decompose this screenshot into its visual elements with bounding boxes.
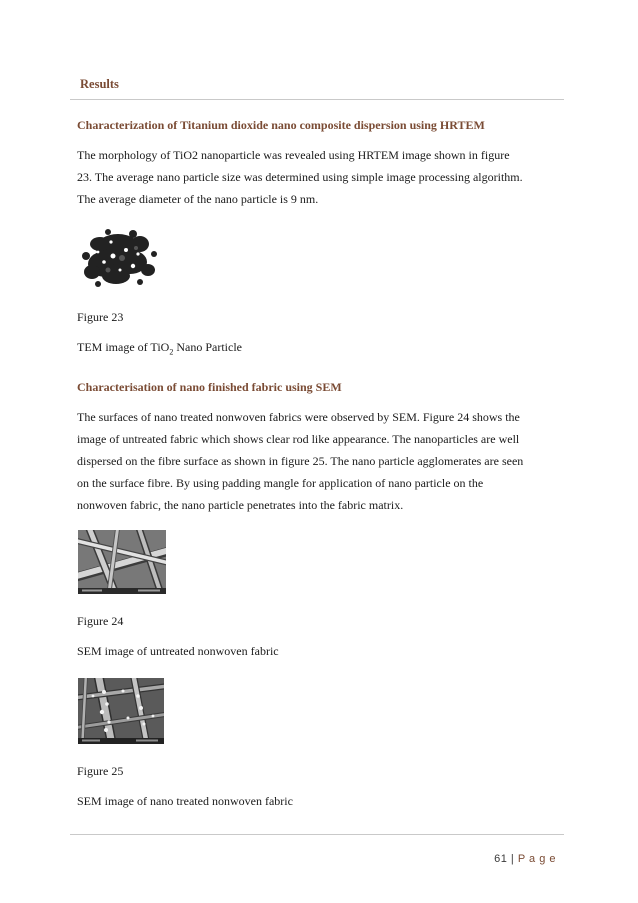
paragraph-line: The surfaces of nano treated nonwoven fabrics were observed by SEM. Figure 24 shows the: [77, 410, 520, 424]
paragraph-line: nonwoven fabric, the nano particle penetrates into the fabric matrix.: [77, 498, 404, 512]
paragraph-line: on the surface fibre. By using padding mangle for application of nano particle on the: [77, 476, 484, 490]
header-rule: [70, 99, 564, 100]
paragraph-sem: [77, 406, 567, 516]
paragraph-line: image of untreated fabric which shows clear rod like appearance. The nanoparticles are well: [77, 432, 520, 446]
figure-24-label: Figure 24: [77, 614, 124, 628]
sem-nano-treated-fabric-image: [78, 678, 164, 744]
paragraph-hrtem: [77, 144, 567, 210]
footer-rule: [70, 834, 564, 835]
paragraph-line: dispersed on the fibre surface as shown in figure 25. The nano particle agglomerates are seen: [77, 454, 524, 468]
paragraph-line: The morphology of TiO2 nanoparticle was revealed using HRTEM image shown in figure: [77, 148, 510, 162]
paragraph-line: 23. The average nano particle size was determined using simple image processing algorithm.: [77, 170, 523, 184]
figure-23-label: Figure 23: [77, 310, 124, 324]
caption-text: Nano Particle: [173, 340, 242, 354]
heading-hrtem: Characterization of Titanium dioxide nano composite dispersion using HRTEM: [77, 118, 485, 132]
page-word: P a g e: [517, 853, 556, 865]
figure-25-label: Figure 25: [77, 764, 124, 778]
page-footer: [494, 853, 556, 865]
heading-sem: Characterisation of nano finished fabric using SEM: [77, 380, 342, 394]
page-number: 61: [494, 853, 508, 865]
caption-subscript: 2: [169, 347, 174, 357]
caption-text: TEM image of TiO: [77, 340, 170, 354]
paragraph-line: The average diameter of the nano particle is 9 nm.: [77, 192, 319, 206]
sem-untreated-fabric-image: [78, 530, 166, 594]
tem-nanoparticle-image: [78, 226, 160, 290]
figure-25-caption: SEM image of nano treated nonwoven fabric: [77, 794, 293, 808]
section-title: Results: [80, 77, 119, 91]
figure-23-caption: [77, 340, 242, 356]
figure-24-caption: SEM image of untreated nonwoven fabric: [77, 644, 279, 658]
footer-separator: |: [510, 853, 515, 865]
